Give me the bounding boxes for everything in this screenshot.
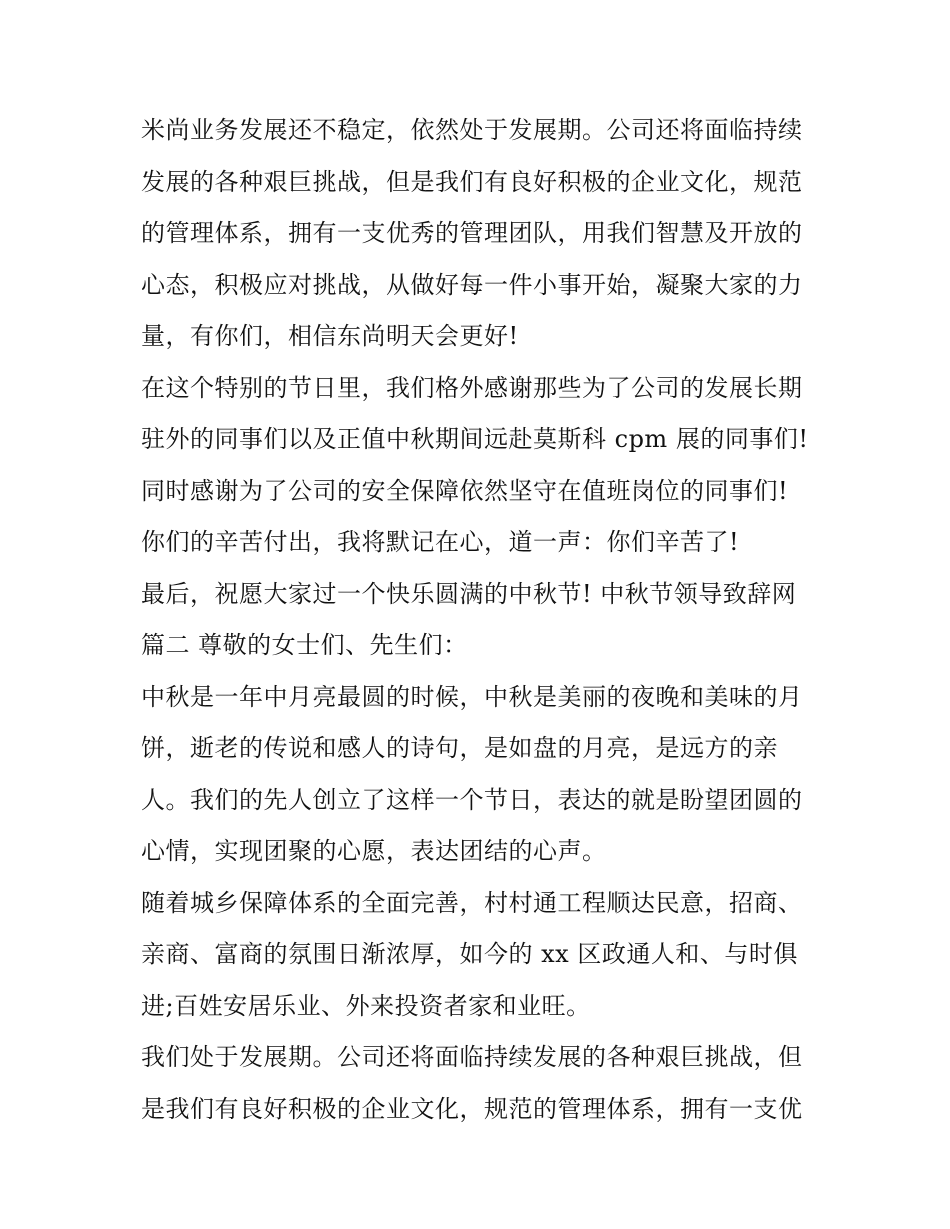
text-line: 的管理体系，拥有一支优秀的管理团队，用我们智慧及开放的: [141, 219, 803, 247]
text-line: 最后，祝愿大家过一个快乐圆满的中秋节! 中秋节领导致辞网: [141, 579, 797, 608]
text-line: 驻外的同事们以及正值中秋期间远赴莫斯科 cpm 展的同事们!: [141, 425, 809, 453]
text-line: 在这个特别的节日里，我们格外感谢那些为了公司的发展长期: [141, 373, 803, 402]
text-line: 饼，逝老的传说和感人的诗句，是如盘的月亮，是远方的亲: [141, 734, 778, 762]
text-line: 心态，积极应对挑战，从做好每一件小事开始，凝聚大家的力: [141, 270, 803, 299]
document-page: [141, 105, 821, 1135]
text-line: 你们的辛苦付出，我将默记在心，道一声：你们辛苦了!: [141, 528, 740, 556]
section-heading-line: 篇二 尊敬的女士们、先生们：: [141, 631, 468, 659]
text-line: 心情，实现团聚的心愿，表达团结的心声。: [141, 837, 607, 865]
text-line: 是我们有良好积极的企业文化，规范的管理体系，拥有一支优: [141, 1094, 803, 1123]
text-line: 人。我们的先人创立了这样一个节日，表达的就是盼望团圆的: [141, 785, 803, 814]
text-line: 随着城乡保障体系的全面完善，村村通工程顺达民意，招商、: [141, 888, 803, 917]
text-line: 亲商、富商的氛围日渐浓厚，如今的 xx 区政通人和、与时俱: [141, 940, 798, 968]
text-line: 米尚业务发展还不稳定，依然处于发展期。公司还将面临持续: [141, 116, 803, 144]
text-line: 同时感谢为了公司的安全保障依然坚守在值班岗位的同事们!: [141, 476, 789, 505]
text-line: 量，有你们，相信东尚明天会更好!: [141, 322, 519, 350]
text-line: 我们处于发展期。公司还将面临持续发展的各种艰巨挑战，但: [141, 1043, 803, 1071]
text-line: 发展的各种艰巨挑战，但是我们有良好积极的企业文化，规范: [141, 167, 803, 196]
text-line: 中秋是一年中月亮最圆的时候，中秋是美丽的夜晚和美味的月: [141, 682, 803, 711]
text-line: 进;百姓安居乐业、外来投资者家和业旺。: [141, 991, 591, 1020]
